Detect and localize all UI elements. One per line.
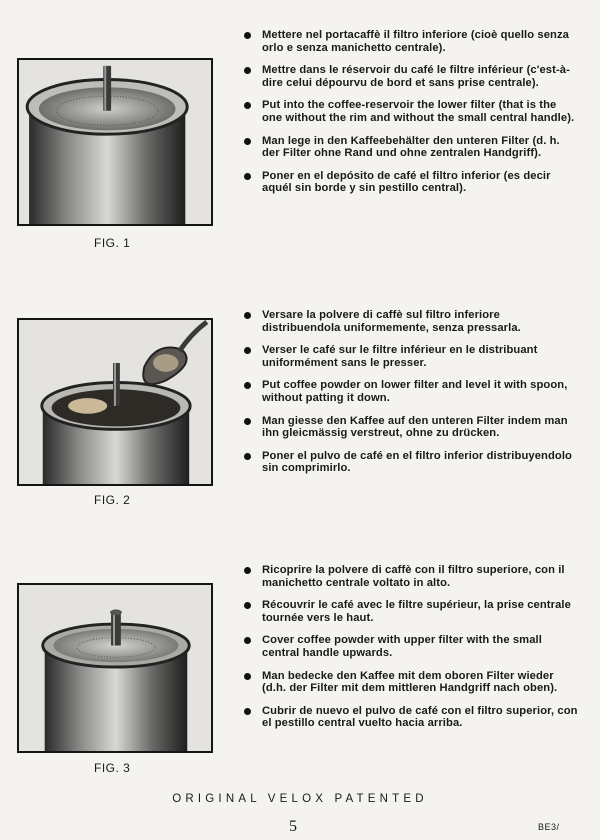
coffee-reservoir-lower-filter-illustration	[19, 60, 211, 224]
paragraph-german: Man lege in den Kaffeebehälter den unteren Filter (d. h. der Filter ohne Rand und ohne zentralen Handgriff).	[244, 135, 578, 160]
bullet-icon	[244, 673, 251, 680]
paragraph-spanish: Poner en el depósito de café el filtro inferior (es decir aquél sin borde y sin pestillo central).	[244, 170, 578, 195]
bullet-icon	[244, 102, 251, 109]
bullet-icon	[244, 382, 251, 389]
bullet-icon	[244, 708, 251, 715]
paragraph-spanish: Poner el pulvo de café en el filtro inferior distribuyendolo sin comprimirlo.	[244, 450, 578, 475]
coffee-powder-spoon-illustration	[19, 320, 211, 484]
paragraph-french: Récouvrir le café avec le filtre supérieur, la prise centrale tournée vers le haut.	[244, 599, 578, 624]
print-code: BE3/	[538, 822, 560, 832]
paragraph-italian: Mettere nel portacaffè il filtro inferiore (cioè quello senza orlo e senza manichetto centrale).	[244, 29, 578, 54]
paragraph-italian: Versare la polvere di caffè sul filtro inferiore distribuendola uniformemente, senza pressarla.	[244, 309, 578, 334]
bullet-icon	[244, 138, 251, 145]
paragraph-english: Put coffee powder on lower filter and level it with spoon, without patting it down.	[244, 379, 578, 404]
bullet-icon	[244, 567, 251, 574]
bullet-icon	[244, 312, 251, 319]
paragraph-french: Mettre dans le réservoir du café le filtre inférieur (c'est-à-dire celui dépourvu de bord et sans prise centrale).	[244, 64, 578, 89]
paragraph-german: Man giesse den Kaffee auf den unteren Filter indem man ihn gleicmässig verstreut, ohne zu drücken.	[244, 415, 578, 440]
footer-brand-line: ORIGINAL VELOX PATENTED	[172, 793, 428, 805]
figure-1-photo	[17, 58, 213, 226]
bullet-icon	[244, 32, 251, 39]
upper-filter-illustration	[19, 585, 211, 751]
section-3-instructions	[244, 564, 578, 740]
section-1-instructions	[244, 29, 578, 205]
paragraph-french: Verser le café sur le filtre inférieur en le distribuant uniformément sans le presser.	[244, 344, 578, 369]
section-2-instructions	[244, 309, 578, 485]
figure-3-label: FIG. 3	[94, 761, 131, 775]
bullet-icon	[244, 173, 251, 180]
bullet-icon	[244, 637, 251, 644]
paragraph-english: Cover coffee powder with upper filter with the small central handle upwards.	[244, 634, 578, 659]
figure-2-photo	[17, 318, 213, 486]
paragraph-english: Put into the coffee-reservoir the lower filter (that is the one without the rim and without the small central handle).	[244, 99, 578, 124]
bullet-icon	[244, 67, 251, 74]
paragraph-german: Man bedecke den Kaffee mit dem oboren Filter wieder (d.h. der Filter mit dem mittleren Handgriff nach oben).	[244, 670, 578, 695]
paragraph-spanish: Cubrir de nuevo el pulvo de café con el filtro superior, con el pestillo central vuelto hacia arriba.	[244, 705, 578, 730]
figure-3-photo	[17, 583, 213, 753]
figure-2-label: FIG. 2	[94, 493, 131, 507]
bullet-icon	[244, 418, 251, 425]
bullet-icon	[244, 602, 251, 609]
page-number: 5	[289, 818, 297, 835]
bullet-icon	[244, 347, 251, 354]
paragraph-italian: Ricoprire la polvere di caffè con il filtro superiore, con il manichetto centrale voltato in alto.	[244, 564, 578, 589]
figure-1-label: FIG. 1	[94, 236, 131, 250]
bullet-icon	[244, 453, 251, 460]
